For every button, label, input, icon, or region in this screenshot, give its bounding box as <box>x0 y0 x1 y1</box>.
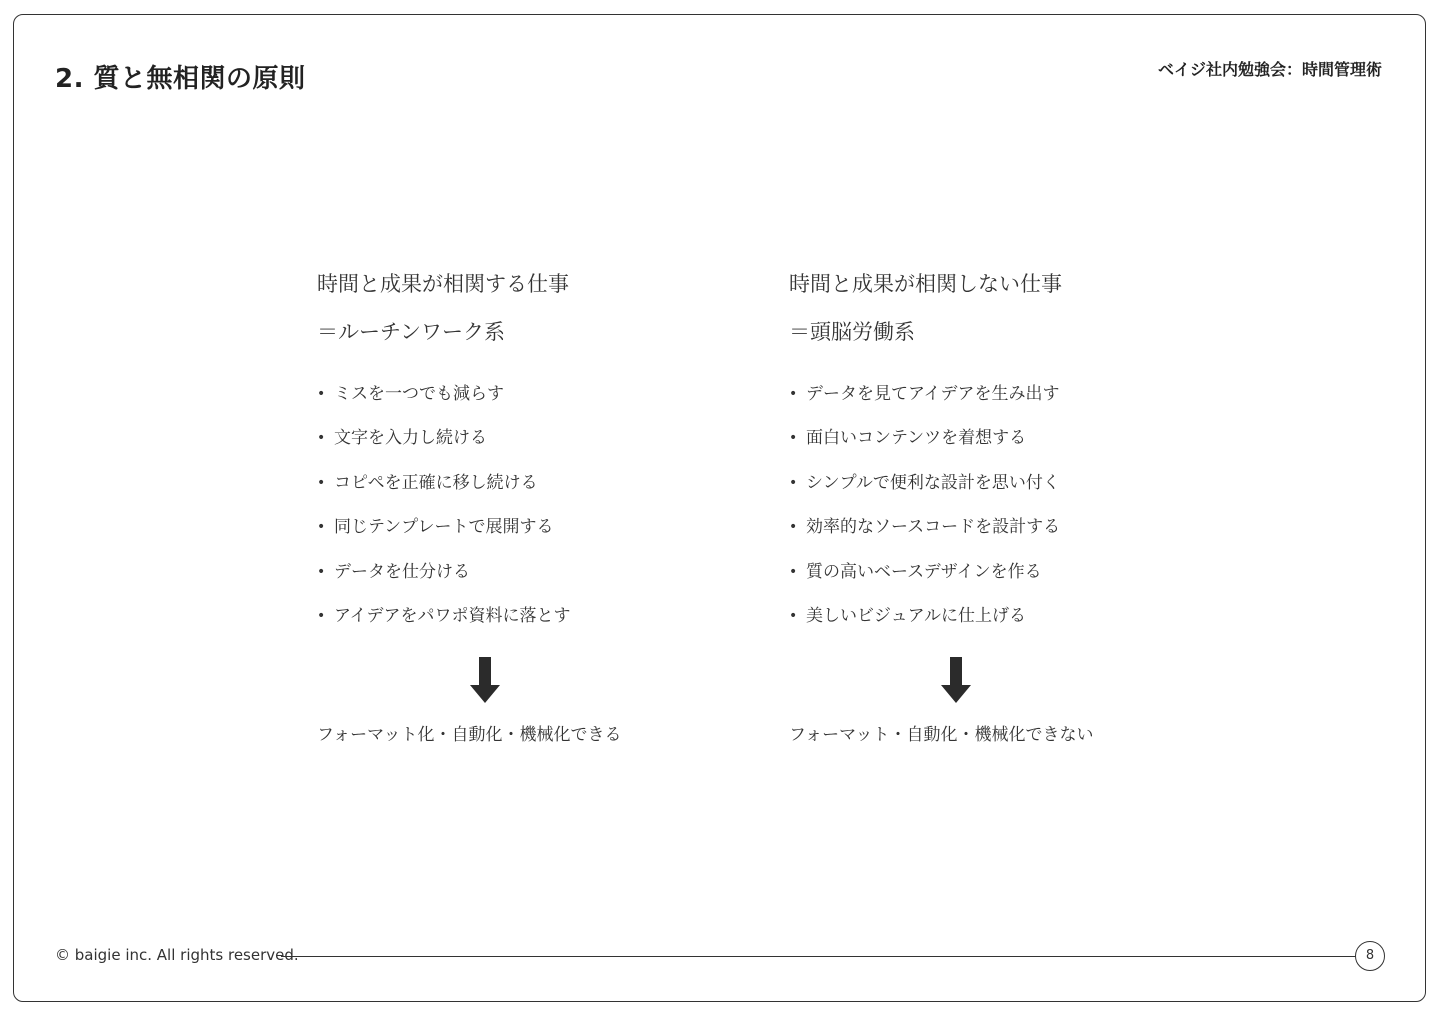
list-item-label: シンプルで便利な設計を思い付く <box>806 472 1060 493</box>
footer-divider <box>281 956 1357 957</box>
bullet-dot: • <box>789 430 798 447</box>
bullet-dot: • <box>317 430 326 447</box>
list-item-label: コピペを正確に移し続ける <box>334 472 538 493</box>
column-heading: 時間と成果が相関しない仕事 <box>789 272 1062 296</box>
bullet-dot: • <box>317 563 326 580</box>
column-subheading: ＝ルーチンワーク系 <box>317 320 505 344</box>
bullet-dot: • <box>789 386 798 402</box>
list-item <box>789 604 1209 648</box>
bullet-dot: • <box>789 519 798 536</box>
list-item <box>789 560 1209 604</box>
list-item-label: ミスを一つでも減らす <box>334 384 504 404</box>
column-subheading: ＝頭脳労働系 <box>789 320 915 344</box>
arrow-down-icon-graphic <box>941 657 971 703</box>
bullet-dot: • <box>789 607 798 624</box>
arrow-down-icon-graphic <box>470 657 500 703</box>
list-item <box>317 604 737 648</box>
list-item <box>317 471 737 515</box>
list-item <box>789 382 1209 426</box>
bullet-dot: • <box>317 474 326 491</box>
list-item <box>317 426 737 470</box>
list-item-label: データを仕分ける <box>334 561 470 582</box>
deck-name: ベイジ社内勉強会：時間管理術 <box>1157 60 1382 79</box>
bullet-dot: • <box>789 563 798 580</box>
list-item-label: 効率的なソースコードを設計する <box>806 517 1061 538</box>
bullet-list <box>317 382 737 648</box>
bullet-dot: • <box>317 386 326 402</box>
list-item-label: 美しいビジュアルに仕上げる <box>806 605 1026 626</box>
bullet-dot: • <box>789 474 798 491</box>
list-item <box>317 382 737 426</box>
bullet-dot: • <box>317 519 326 536</box>
page-number: 8 <box>1355 941 1385 971</box>
column-routine-work <box>317 266 737 745</box>
bullet-list <box>789 382 1209 648</box>
list-item-label: アイデアをパワポ資料に落とす <box>334 605 571 626</box>
bullet-dot: • <box>317 607 326 624</box>
list-item-label: 質の高いベースデザインを作る <box>806 561 1042 582</box>
list-item-label: 面白いコンテンツを着想する <box>806 428 1027 449</box>
list-item-label: 同じテンプレートで展開する <box>334 517 554 538</box>
column-heading: 時間と成果が相関する仕事 <box>317 272 569 296</box>
list-item-label: 文字を入力し続ける <box>334 428 487 449</box>
page-title: 2. 質と無相関の原則 <box>55 64 306 94</box>
arrow-down-icon <box>941 657 971 703</box>
list-item <box>317 515 737 559</box>
conclusion-text: フォーマット・自動化・機械化できない <box>789 725 1094 745</box>
arrow-down-icon <box>470 657 500 703</box>
footer-copyright: © baigie inc. All rights reserved. <box>55 946 299 964</box>
column-knowledge-work <box>789 266 1209 745</box>
conclusion-text: フォーマット化・自動化・機械化できる <box>317 725 622 745</box>
list-item <box>789 471 1209 515</box>
list-item <box>789 515 1209 559</box>
list-item <box>317 560 737 604</box>
list-item <box>789 426 1209 470</box>
list-item-label: データを見てアイデアを生み出す <box>806 384 1060 404</box>
